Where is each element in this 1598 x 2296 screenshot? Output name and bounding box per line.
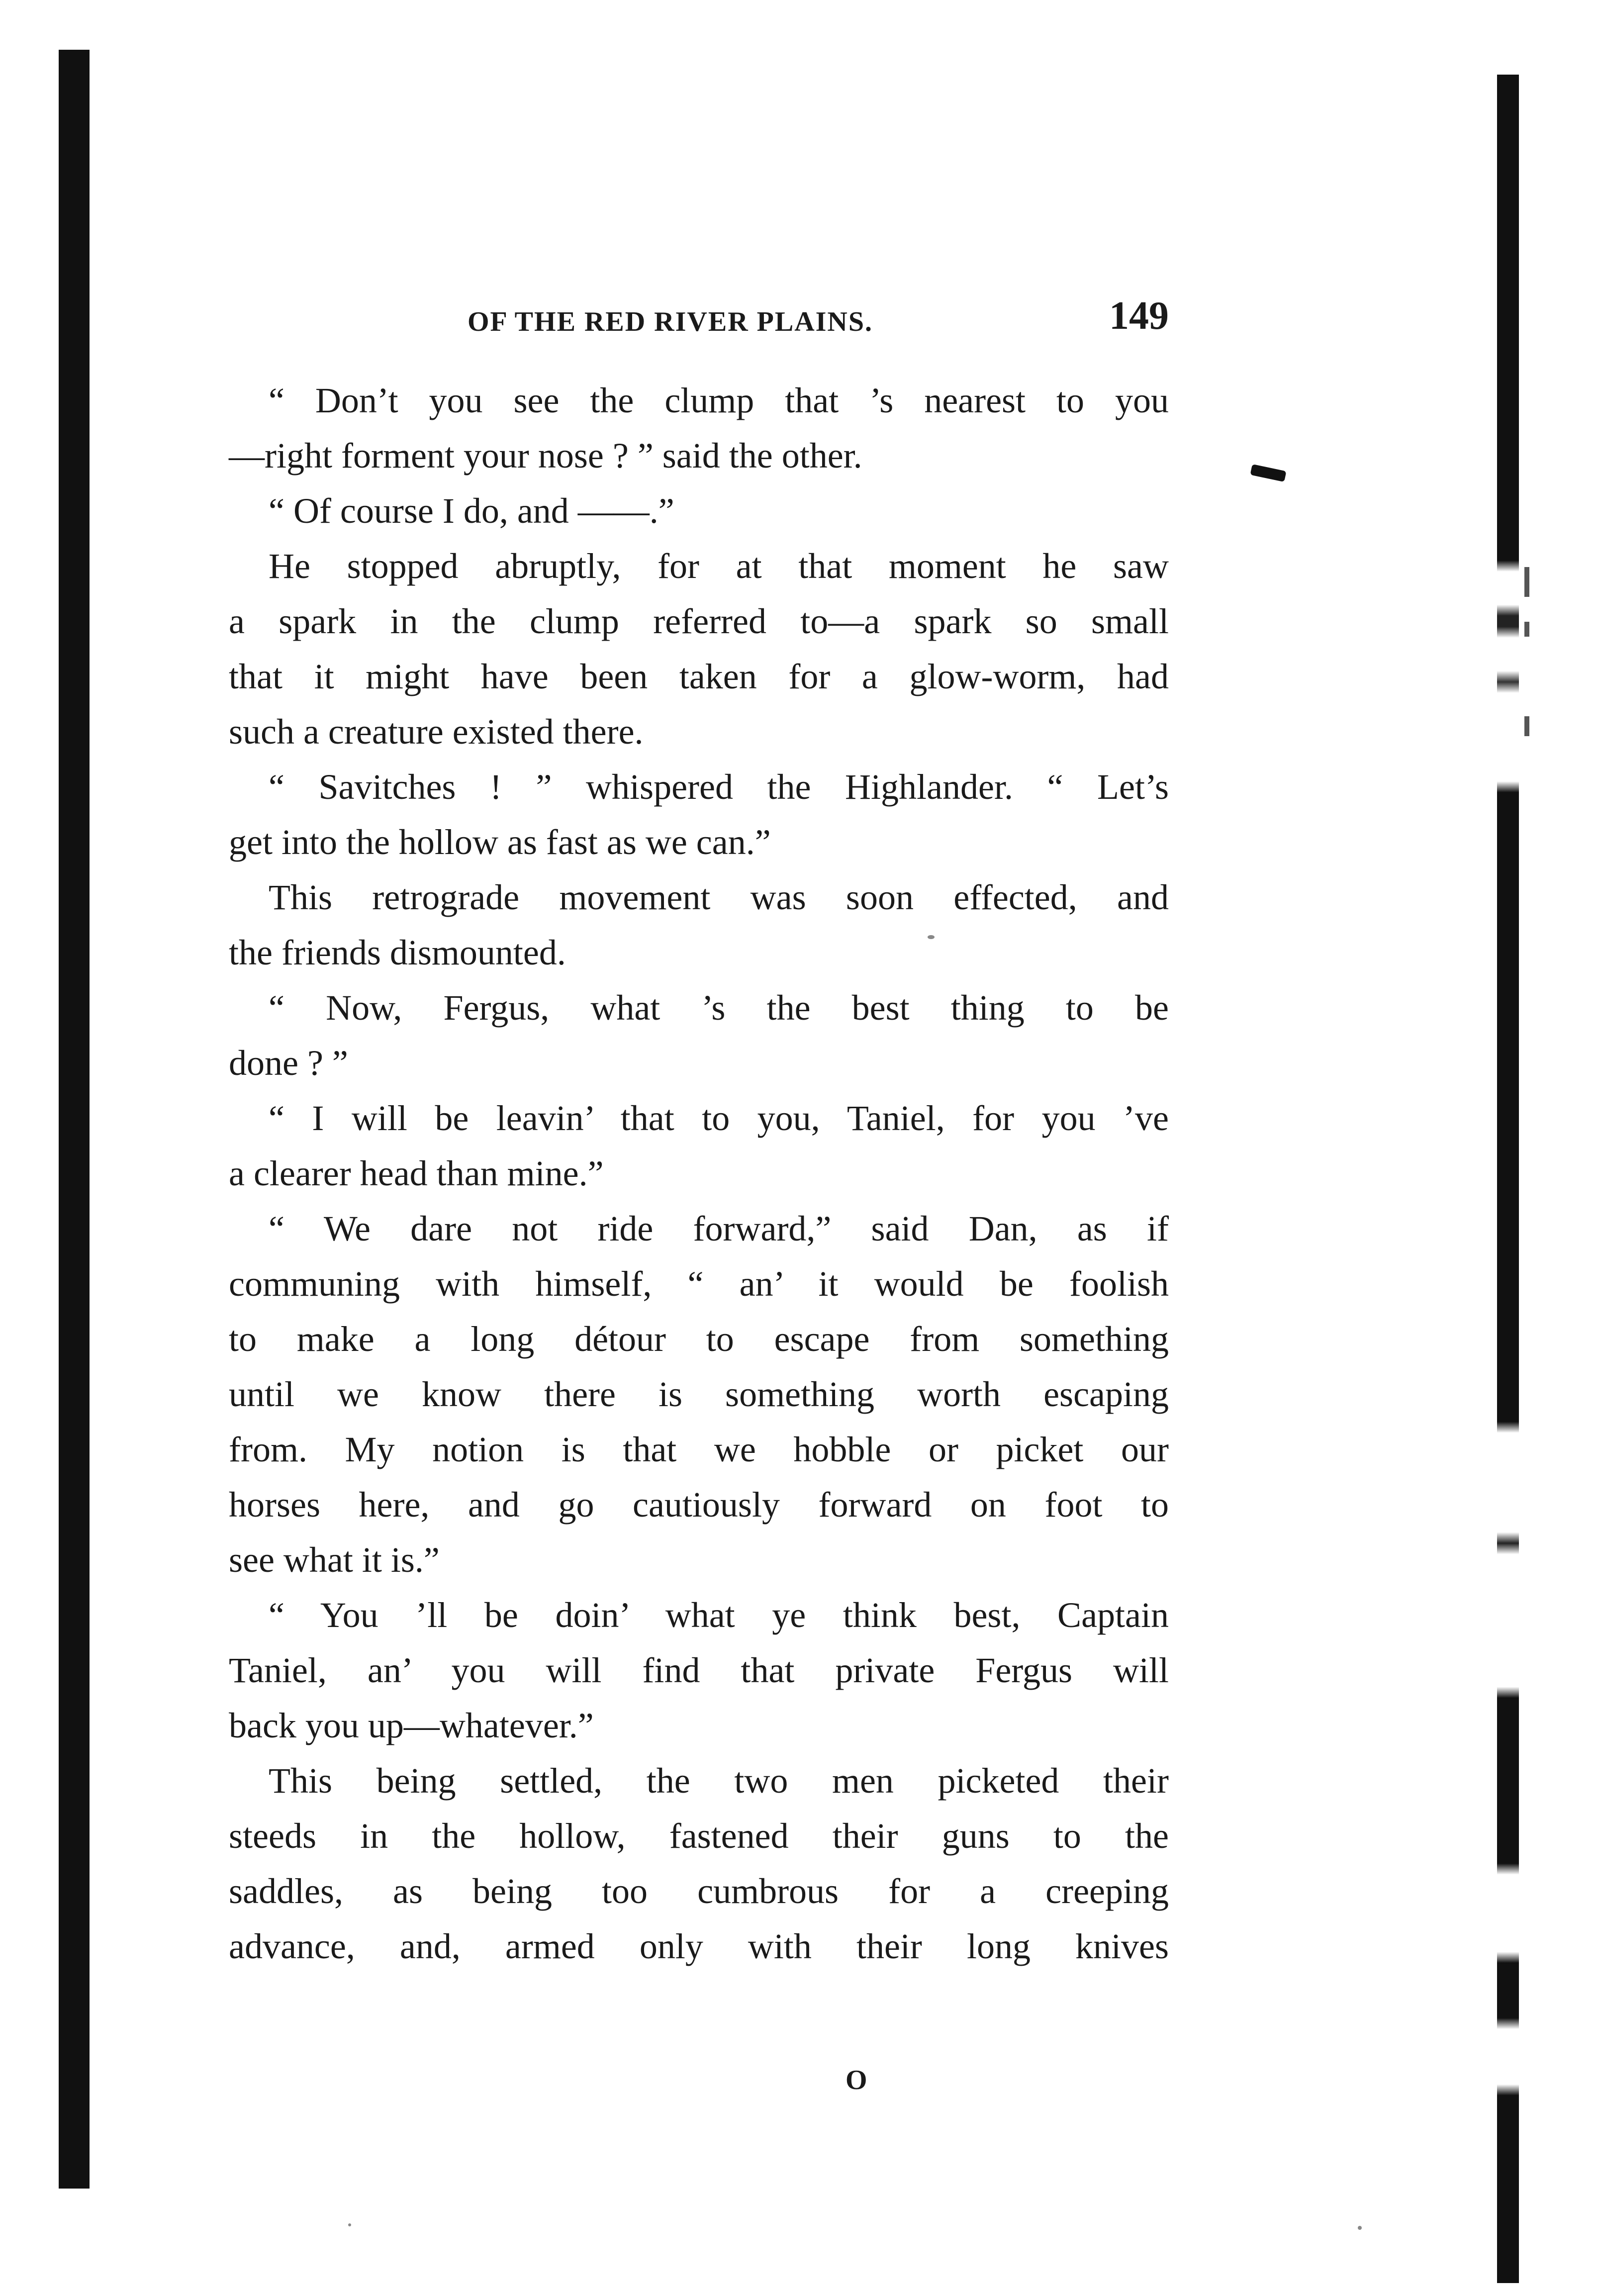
text-line: —right forment your nose ? ” said the other. (229, 436, 862, 476)
scan-tick (1524, 622, 1529, 637)
body-text (229, 373, 1169, 1974)
text-line: “ I will be leavin’ that to you, Taniel, for you ’ve (269, 1098, 1169, 1138)
page-number: 149 (1109, 294, 1169, 338)
signature-mark: O (846, 2065, 867, 2096)
text-line: such a creature existed there. (229, 712, 644, 752)
text-line: “ You ’ll be doin’ what ye think best, Captain (269, 1595, 1169, 1635)
text-line: “ We dare not ride forward,” said Dan, as if (269, 1209, 1169, 1248)
text-line: steeds in the hollow, fastened their guns to the (229, 1816, 1169, 1856)
text-line: “ Savitches ! ” whispered the Highlander. “ Let’s (269, 767, 1169, 807)
running-title: OF THE RED RIVER PLAINS. (468, 306, 873, 337)
text-line: “ Now, Fergus, what ’s the best thing to be (269, 988, 1169, 1028)
text-line: from. My notion is that we hobble or picket our (229, 1430, 1169, 1469)
ink-mark (1250, 464, 1286, 482)
text-line: saddles, as being too cumbrous for a creeping (229, 1871, 1169, 1911)
text-line: He stopped abruptly, for at that moment he saw (269, 546, 1169, 586)
text-line: see what it is.” (229, 1540, 440, 1580)
text-line: to make a long détour to escape from something (229, 1319, 1169, 1359)
text-line: a spark in the clump referred to—a spark so small (229, 601, 1169, 641)
scan-tick (1524, 716, 1529, 736)
text-line: This being settled, the two men picketed their (269, 1761, 1169, 1801)
ink-speck (348, 2223, 351, 2226)
text-line: get into the hollow as fast as we can.” (229, 822, 771, 862)
text-line: that it might have been taken for a glow-worm, had (229, 657, 1169, 696)
text-line: advance, and, armed only with their long knives (229, 1926, 1169, 1966)
text-line: until we know there is something worth escaping (229, 1374, 1169, 1414)
text-line: the friends dismounted. (229, 933, 566, 972)
text-line: This retrograde movement was soon effected, and (269, 877, 1169, 917)
running-head (298, 293, 1169, 348)
text-line: communing with himself, “ an’ it would be foolish (229, 1264, 1169, 1304)
text-line: horses here, and go cautiously forward on foot to (229, 1485, 1169, 1525)
text-line: Taniel, an’ you will find that private Fergus will (229, 1650, 1169, 1690)
text-line: done ? ” (229, 1043, 348, 1083)
text-line: “ Don’t you see the clump that ’s nearest to you (269, 381, 1169, 420)
ink-speck (1358, 2226, 1362, 2230)
scan-border-left (59, 50, 90, 2189)
text-line: “ Of course I do, and ——.” (269, 491, 674, 531)
text-line: a clearer head than mine.” (229, 1153, 604, 1193)
text-line: back you up—whatever.” (229, 1706, 594, 1745)
scan-tick (1524, 567, 1529, 597)
scan-border-right (1497, 75, 1519, 2283)
